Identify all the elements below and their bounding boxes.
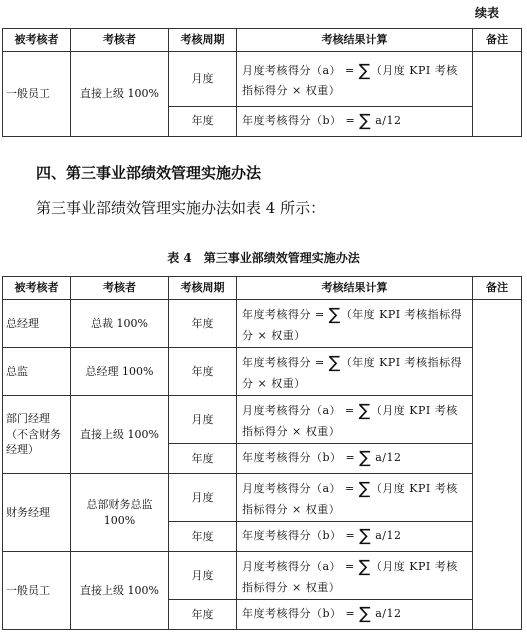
cell-formula: 年度考核得分 = ∑（年度 KPI 考核指标得分 × 权重）	[237, 300, 473, 348]
table-row	[3, 348, 522, 396]
cell-assessee: 一般员工	[3, 552, 71, 630]
cell-period: 年度	[169, 600, 237, 630]
cell-period: 年度	[169, 444, 237, 474]
table-row	[3, 52, 522, 107]
cell-assessee: 一般员工	[3, 52, 71, 137]
cell-formula: 年度考核得分（b） = ∑ a/12	[237, 107, 473, 137]
table-4	[2, 276, 522, 630]
cell-period: 年度	[169, 300, 237, 348]
cell-formula: 月度考核得分（a） = ∑（月度 KPI 考核指标得分 × 权重）	[237, 552, 473, 600]
table-row	[3, 396, 522, 444]
table-continued	[2, 28, 522, 137]
cell-period: 年度	[169, 107, 237, 137]
cell-formula: 年度考核得分（b） = ∑ a/12	[237, 522, 473, 552]
cell-formula: 年度考核得分 = ∑（年度 KPI 考核指标得分 × 权重）	[237, 348, 473, 396]
cell-formula: 年度考核得分（b） = ∑ a/12	[237, 600, 473, 630]
cell-assessor: 总部财务总监 100%	[71, 474, 169, 552]
cell-assessor: 总裁 100%	[71, 300, 169, 348]
cell-assessee: 总监	[3, 348, 71, 396]
cell-formula: 月度考核得分（a） = ∑（月度 KPI 考核指标得分 × 权重）	[237, 52, 473, 107]
header-assessee: 被考核者	[3, 277, 71, 300]
table-row	[3, 552, 522, 600]
header-assessor: 考核者	[71, 277, 169, 300]
body-paragraph: 第三事业部绩效管理实施办法如表 4 所示：	[36, 199, 326, 217]
cell-remarks	[473, 52, 522, 137]
header-period: 考核周期	[169, 29, 237, 52]
cell-assessee: 部门经理（不含财务经理）	[3, 396, 71, 474]
header-assessor: 考核者	[71, 29, 169, 52]
header-remarks: 备注	[473, 277, 522, 300]
table-caption: 表 4 第三事业部绩效管理实施办法	[167, 251, 360, 265]
header-calculation: 考核结果计算	[237, 277, 473, 300]
table-header-row	[3, 277, 522, 300]
table-header-row	[3, 29, 522, 52]
header-period: 考核周期	[169, 277, 237, 300]
cell-assessor: 总经理 100%	[71, 348, 169, 396]
cell-period: 月度	[169, 396, 237, 444]
cell-assessor: 直接上级 100%	[71, 552, 169, 630]
cell-assessor: 直接上级 100%	[71, 396, 169, 474]
cell-period: 月度	[169, 552, 237, 600]
table-row	[3, 474, 522, 522]
section-heading: 四、第三事业部绩效管理实施办法	[36, 164, 262, 182]
header-calculation: 考核结果计算	[237, 29, 473, 52]
cell-period: 月度	[169, 52, 237, 107]
cell-assessee: 财务经理	[3, 474, 71, 552]
cell-assessor: 直接上级 100%	[71, 52, 169, 137]
header-remarks: 备注	[473, 29, 522, 52]
cell-period: 年度	[169, 348, 237, 396]
cell-formula: 月度考核得分（a） = ∑（月度 KPI 考核指标得分 × 权重）	[237, 396, 473, 444]
table-row	[3, 300, 522, 348]
header-assessee: 被考核者	[3, 29, 71, 52]
cell-assessee: 总经理	[3, 300, 71, 348]
cell-period: 年度	[169, 522, 237, 552]
continued-label: 续表	[474, 6, 499, 20]
cell-remarks	[473, 300, 522, 630]
cell-formula: 年度考核得分（b） = ∑ a/12	[237, 444, 473, 474]
cell-period: 月度	[169, 474, 237, 522]
cell-formula: 月度考核得分（a） = ∑（月度 KPI 考核指标得分 × 权重）	[237, 474, 473, 522]
